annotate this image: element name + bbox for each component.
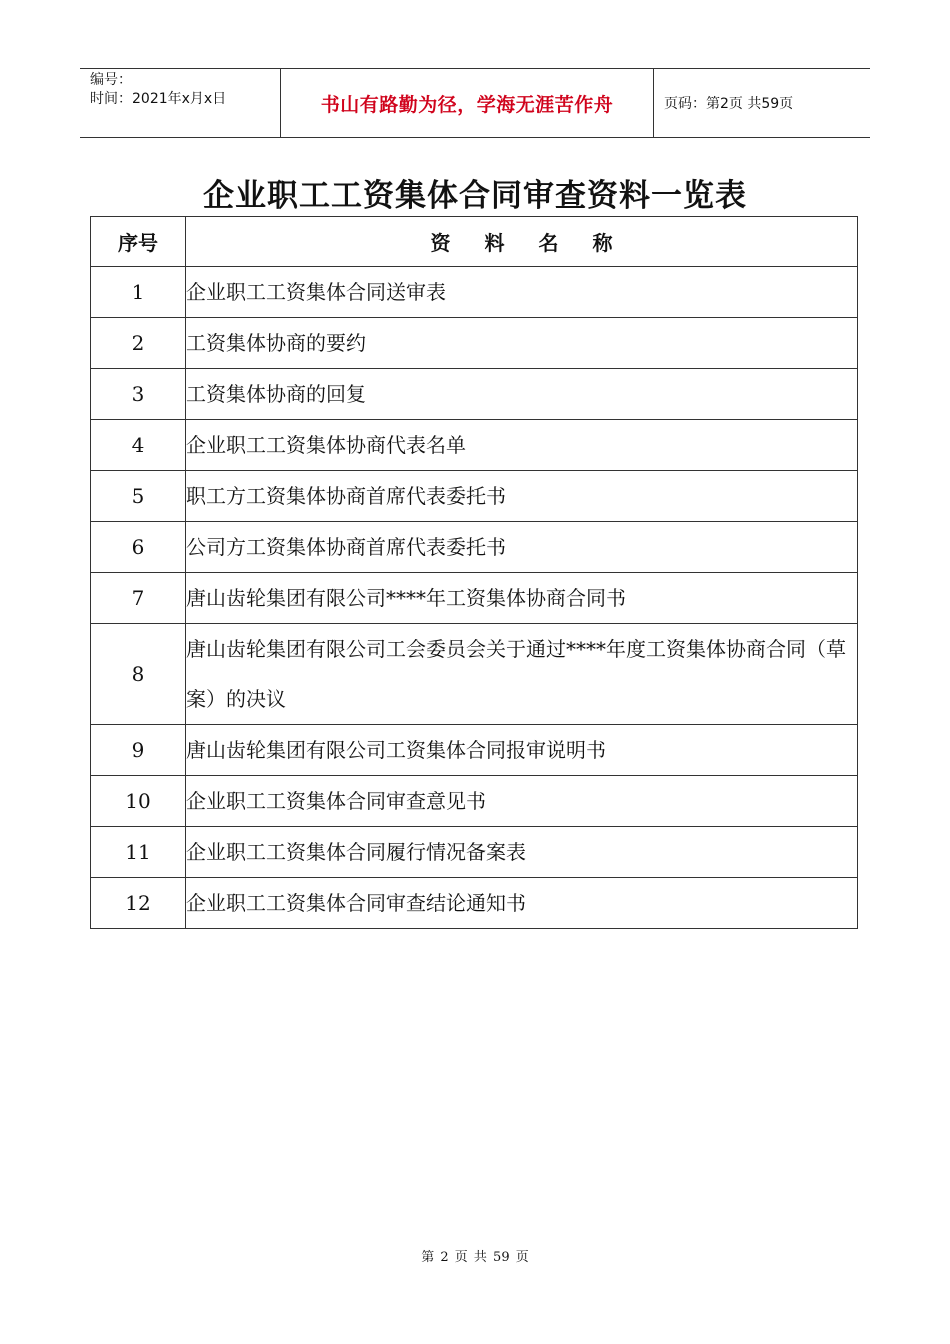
- page-footer: 第 2 页 共 59 页: [421, 1250, 529, 1265]
- row-material-name: 企业职工工资集体合同审查意见书: [186, 776, 858, 827]
- table-row: [91, 827, 858, 878]
- table-header-row: [91, 217, 858, 267]
- row-material-name: 企业职工工资集体合同履行情况备案表: [186, 827, 858, 878]
- table-row: [91, 878, 858, 929]
- table-row: [91, 369, 858, 420]
- row-material-name: 工资集体协商的要约: [186, 318, 858, 369]
- row-number: 7: [91, 573, 186, 624]
- header-motto: 书山有路勤为径，学海无涯苦作舟: [281, 69, 654, 137]
- column-header-number: 序号: [91, 217, 186, 267]
- row-number: 5: [91, 471, 186, 522]
- materials-table: [90, 216, 858, 929]
- table-row: [91, 624, 858, 725]
- row-number: 11: [91, 827, 186, 878]
- row-material-name: 唐山齿轮集团有限公司工资集体合同报审说明书: [186, 725, 858, 776]
- row-number: 8: [91, 624, 186, 725]
- number-label: 编号：: [90, 72, 132, 88]
- header-meta: [80, 69, 281, 137]
- table-row: [91, 420, 858, 471]
- row-number: 6: [91, 522, 186, 573]
- document-title: 企业职工工资集体合同审查资料一览表: [203, 178, 747, 214]
- row-material-name: 企业职工工资集体合同送审表: [186, 267, 858, 318]
- date-label: 时间：2021年x月x日: [90, 91, 227, 107]
- row-number: 4: [91, 420, 186, 471]
- row-number: 2: [91, 318, 186, 369]
- table-row: [91, 725, 858, 776]
- row-material-name: 唐山齿轮集团有限公司****年工资集体协商合同书: [186, 573, 858, 624]
- table-body: [91, 267, 858, 929]
- row-number: 12: [91, 878, 186, 929]
- row-number: 9: [91, 725, 186, 776]
- table-row: [91, 573, 858, 624]
- table-row: [91, 522, 858, 573]
- table-row: [91, 776, 858, 827]
- row-material-name: 唐山齿轮集团有限公司工会委员会关于通过****年度工资集体协商合同（草案）的决议: [186, 624, 858, 725]
- row-material-name: 企业职工工资集体协商代表名单: [186, 420, 858, 471]
- header-page-info: 页码：第2页 共59页: [664, 96, 794, 112]
- table-row: [91, 318, 858, 369]
- table-row: [91, 471, 858, 522]
- table-row: [91, 267, 858, 318]
- row-number: 1: [91, 267, 186, 318]
- row-material-name: 工资集体协商的回复: [186, 369, 858, 420]
- row-material-name: 企业职工工资集体合同审查结论通知书: [186, 878, 858, 929]
- row-material-name: 公司方工资集体协商首席代表委托书: [186, 522, 858, 573]
- column-header-name-text: 资料名称: [430, 231, 647, 255]
- row-number: 10: [91, 776, 186, 827]
- row-number: 3: [91, 369, 186, 420]
- row-material-name: 职工方工资集体协商首席代表委托书: [186, 471, 858, 522]
- page-header: [80, 68, 870, 138]
- column-header-name: [186, 217, 858, 267]
